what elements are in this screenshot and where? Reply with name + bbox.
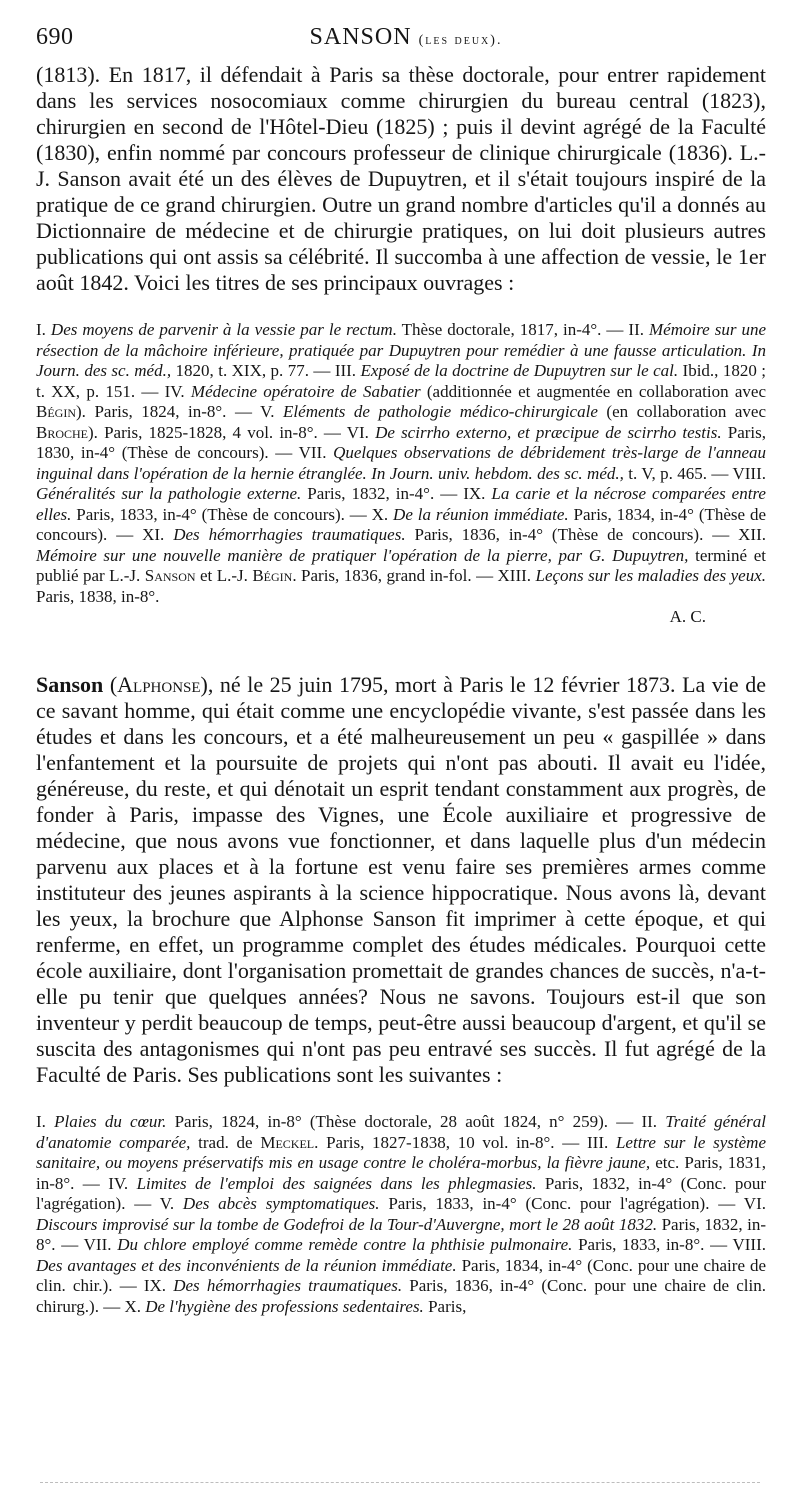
work-title: Des avantages et des inconvénients de la réunion immédiate. (36, 1255, 457, 1275)
work-details: Paris, (423, 1296, 467, 1316)
work-details: Paris, 1838, in-8°. (36, 586, 160, 606)
work-title: De la réunion immédiate. (393, 504, 569, 524)
work-title: Limites de l'emploi des saignées dans les phlegmasies. (136, 1173, 537, 1193)
work-details: Ibid., 1820 ; t. XX, p. 151. — IV. (36, 361, 767, 401)
work-details: Paris, 1833, in-4° (Conc. pour l'agrégation). — VI. (379, 1194, 766, 1213)
work-details: Paris, 1832, in-4°. — IX. (301, 484, 492, 503)
work-details: Paris, 1830, in-4° (Thèse de concours). — VII. (36, 422, 767, 462)
page-number: 690 (36, 24, 74, 50)
running-head (36, 18, 776, 58)
entry2-given-name: (Alphonse) (109, 672, 208, 697)
work-title: Plaies du cœur. (54, 1112, 167, 1131)
work-title: Des abcès symptomatiques. (182, 1194, 380, 1213)
work-title: Leçons sur les maladies des yeux. (535, 566, 766, 585)
entry1-paragraph: (1813). En 1817, il défendait à Paris sa thèse doctorale, pour entrer rapidement dans les services nosocomiaux comme chirurgien du bureau central (1823), chirurgien en second de l'Hôtel-Dieu (1825) ; puis il devint agrégé de la Faculté (1830), enfin nommé par concours professeur de clinique chirurgicale (1836). L.-J. Sanson avait été un des élèves de Dupuytren, et il s'était toujours inspiré de la pratique de ce grand chirurgien. Outre un grand nombre d'articles qu'il a donnés au Dictionnaire de médecine et de chirurgie pratiques, on lui doit plusieurs autres publications qui ont assis sa célébrité. Il succomba à une affection de vessie, le 1er août 1842. Voici les titres de ses principaux ouvrages : (36, 62, 766, 295)
work-details: Paris, 1836, in-4° (Conc. pour une chaire de clin. chirurg.). — X. (36, 1276, 766, 1316)
running-title-qualifier: (les deux). (418, 33, 503, 48)
entry1-signature: A. C. (669, 607, 706, 626)
work-details: et L.-J. (195, 566, 253, 585)
author-name: Bégin (36, 402, 76, 421)
running-title-name: SANSON (309, 24, 412, 50)
work-title: La carie et la nécrose comparées entre elles. (36, 484, 766, 524)
work-details: Paris, 1832, in-8°. — VII. (36, 1214, 766, 1254)
work-details: Paris, 1833, in-8°. — VIII. (572, 1235, 766, 1254)
work-title: Exposé de la doctrine de Dupuytren sur le cal. (360, 361, 679, 380)
bottom-rule (40, 1482, 760, 1483)
work-details: I. (36, 320, 51, 339)
entry1-works-list (36, 320, 766, 607)
work-title: Mémoire sur une résection de la mâchoire inférieure, pratiquée par Dupuytren pour remédier à une fausse articulation. In Journ. des sc. méd., (36, 320, 766, 380)
entry-alphonse-sanson (36, 672, 766, 1317)
work-title: Quelques observations de débridement très-large de l'anneau inguinal dans l'opération de la hernie étranglée. In Journ. univ. hebdom. des sc. méd., (36, 443, 766, 483)
work-details: t. V, p. 465. — VIII. (623, 463, 766, 483)
work-title: Des moyens de parvenir à la vessie par le rectum. (50, 320, 397, 339)
work-details: (additionnée et augmentée en collaboration avec (420, 381, 766, 401)
work-title: Du chlore employé comme remède contre la phthisie pulmonaire. (117, 1235, 573, 1254)
entry2-body: , né le 25 juin 1795, mort à Paris le 12 février 1873. La vie de ce savant homme, qui était comme une encyclopédie vivante, s'est passée dans les études et dans les concours, et a été malheureusement un peu « gaspillée » dans l'enfantement et la poursuite de projets qui n'ont pas abouti. Il avait eu l'idée, généreuse, du reste, et qui dénotait un esprit tendant constamment aux progrès, de fonder à Paris, impasse des Vignes, une École auxiliaire et progressive de médecine, que nous avons vue fonctionner, et dans laquelle plus d'un médecin parvenu aux places et à la fortune est venu faire ses premières armes comme instituteur des jeunes aspirants à la science hippocratique. Nous avons là, devant les yeux, la brochure que Alphonse Sanson fit imprimer à cette époque, et qui renferme, en effet, un programme complet des études médicales. Pourquoi cette école auxiliaire, dont l'organisation promettait de grandes chances de succès, n'a-t-elle pu tenir que quelques années? Nous ne savons. Toujours est-il que son inventeur y perdit beaucoup de temps, peut-être aussi beaucoup d'argent, et qu'il se suscita des antagonismes qui n'ont pas peu entravé ses succès. Il fut agrégé de la Faculté de Paris. Ses publications sont les suivantes : (36, 672, 766, 1087)
work-title: Des hémorrhagies traumatiques. (173, 1276, 403, 1295)
work-title: Traité général d'anatomie comparée, (36, 1112, 767, 1152)
work-details: trad. de (190, 1132, 261, 1152)
author-name: Broche (36, 422, 89, 442)
work-details: Paris, 1834, in-4° (Thèse de concours). — XI. (36, 504, 766, 544)
work-title: Mémoire sur une nouvelle manière de pratiquer l'opération de la pierre, par G. Dupuytren, (36, 545, 689, 565)
work-details: . Paris, 1836, grand in-fol. — XIII. (292, 566, 536, 585)
work-details: Paris, 1834, in-4° (Conc. pour une chaire de clin. chir.). — IX. (36, 1255, 766, 1295)
work-title: De l'hygiène des professions sedentaires. (145, 1296, 424, 1316)
author-name: Sanson (144, 566, 196, 585)
work-title: Discours improvisé sur la tombe de Godefroi de la Tour-d'Auvergne, mort le 28 août 1832. (36, 1214, 658, 1234)
work-details: . Paris, 1827-1838, 10 vol. in-8°. — III. (314, 1132, 616, 1152)
work-details: Thèse doctorale, 1817, in-4°. — II. (396, 320, 649, 339)
work-details: etc. Paris, 1831, in-8°. — IV. (36, 1153, 766, 1193)
entry2-headword: Sanson (36, 672, 104, 697)
work-title: De scirrho externo, et præcipue de scirrho testis. (375, 422, 722, 442)
entry2-works-list (36, 1112, 766, 1317)
work-details: terminé et publié par L.-J. (36, 545, 766, 585)
work-title: Médecine opératoire de Sabatier (190, 381, 421, 401)
work-title: Eléments de pathologie médico-chirurgicale (283, 402, 598, 421)
author-name: Meckel (260, 1132, 315, 1152)
work-details: Paris, 1824, in-8° (Thèse doctorale, 28 août 1824, n° 259). — II. (166, 1112, 666, 1131)
work-title: Des hémorrhagies traumatiques. (173, 525, 406, 544)
work-details: ). Paris, 1825-1828, 4 vol. in-8°. — VI. (88, 422, 376, 442)
work-details: Paris, 1833, in-4° (Thèse de concours). — X. (71, 504, 394, 524)
running-title (36, 24, 776, 51)
work-title: Généralités sur la pathologie externe. (36, 484, 302, 503)
work-details: Paris, 1832, in-4° (Conc. pour l'agrégation). — V. (36, 1173, 766, 1213)
entry-louis-joseph-sanson (36, 62, 766, 628)
work-details: ). Paris, 1824, in-8°. — V. (76, 402, 284, 421)
work-details: 1820, t. XIX, p. 77. — III. (171, 361, 361, 380)
work-title: Lettre sur le système sanitaire, ou moyens préservatifs mis en usage contre le choléra-morbus, la fièvre jaune, (36, 1132, 766, 1172)
entry2-paragraph (36, 672, 766, 1088)
author-name: Bégin (252, 566, 293, 585)
work-details: (en collaboration avec (597, 402, 766, 421)
work-details: Paris, 1836, in-4° (Thèse de concours). — XII. (405, 525, 767, 544)
work-details: I. (36, 1112, 55, 1131)
